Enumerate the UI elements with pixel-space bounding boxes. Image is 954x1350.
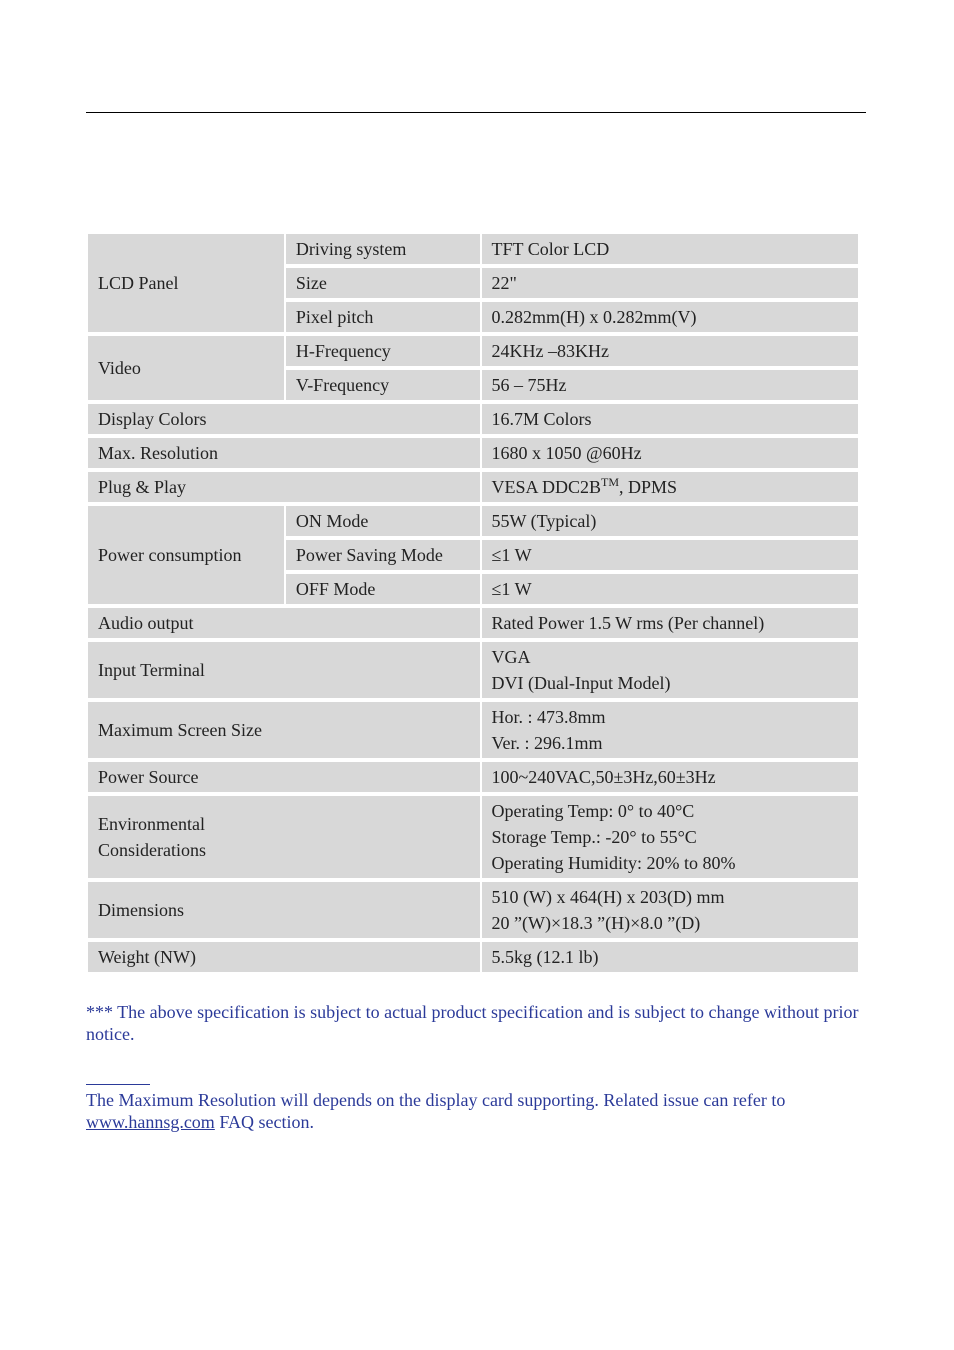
dimensions-value-line: 20 ”(W)×18.3 ”(H)×8.0 ”(D) xyxy=(491,913,701,933)
size-value: 22" xyxy=(482,268,858,298)
off-mode-value: ≤1 W xyxy=(482,574,858,604)
environmental-value xyxy=(482,796,858,878)
table-row xyxy=(88,642,858,698)
driving-system-label: Driving system xyxy=(286,234,480,264)
table-row xyxy=(88,438,858,468)
on-mode-value: 55W (Typical) xyxy=(482,506,858,536)
input-terminal-label: Input Terminal xyxy=(88,642,480,698)
table-row xyxy=(88,702,858,758)
hannsg-link[interactable]: www.hannsg.com xyxy=(86,1112,215,1132)
environmental-label xyxy=(88,796,480,878)
size-label: Size xyxy=(286,268,480,298)
environmental-label-line: Environmental xyxy=(98,814,205,834)
dimensions-value xyxy=(482,882,858,938)
table-row xyxy=(88,762,858,792)
plug-play-value xyxy=(482,472,858,502)
power-source-value: 100~240VAC,50±3Hz,60±3Hz xyxy=(482,762,858,792)
plug-play-label: Plug & Play xyxy=(88,472,480,502)
on-mode-label: ON Mode xyxy=(286,506,480,536)
driving-system-value: TFT Color LCD xyxy=(482,234,858,264)
plug-play-value-tail: , DPMS xyxy=(619,477,678,497)
lcd-panel-label: LCD Panel xyxy=(88,234,284,332)
audio-output-label: Audio output xyxy=(88,608,480,638)
power-saving-mode-label: Power Saving Mode xyxy=(286,540,480,570)
resolution-note-text: The Maximum Resolution will depends on the display card supporting. Related issue can refer to xyxy=(86,1090,786,1110)
table-row xyxy=(88,506,858,536)
table-row xyxy=(88,234,858,264)
table-row xyxy=(88,882,858,938)
table-row xyxy=(88,472,858,502)
disclaimer-note: *** The above specification is subject to actual product specification and is subject to change without prior notice. xyxy=(86,1002,859,1044)
max-resolution-value: 1680 x 1050 @60Hz xyxy=(482,438,858,468)
environmental-label-line: Considerations xyxy=(98,840,206,860)
pixel-pitch-value: 0.282mm(H) x 0.282mm(V) xyxy=(482,302,858,332)
max-resolution-label: Max. Resolution xyxy=(88,438,480,468)
input-terminal-value-line: DVI (Dual-Input Model) xyxy=(491,673,671,693)
table-row xyxy=(88,608,858,638)
resolution-note-tail: FAQ section. xyxy=(214,1112,314,1132)
audio-output-value: Rated Power 1.5 W rms (Per channel) xyxy=(482,608,858,638)
max-screen-size-value-line: Hor. : 473.8mm xyxy=(491,707,606,727)
max-screen-size-label: Maximum Screen Size xyxy=(88,702,480,758)
power-source-label: Power Source xyxy=(88,762,480,792)
resolution-note xyxy=(86,1089,866,1133)
header-rule xyxy=(86,112,866,113)
trademark-mark: TM xyxy=(601,475,620,489)
h-frequency-label: H-Frequency xyxy=(286,336,480,366)
plug-play-value-main: VESA DDC2B xyxy=(491,477,602,497)
v-frequency-value: 56 – 75Hz xyxy=(482,370,858,400)
h-frequency-value: 24KHz –83KHz xyxy=(482,336,858,366)
dimensions-label: Dimensions xyxy=(88,882,480,938)
power-consumption-label: Power consumption xyxy=(88,506,284,604)
v-frequency-label: V-Frequency xyxy=(286,370,480,400)
environmental-value-line: Operating Temp: 0° to 40°C xyxy=(491,801,695,821)
table-row xyxy=(88,796,858,878)
footnote-rule xyxy=(86,1084,150,1085)
spec-table xyxy=(86,230,860,976)
input-terminal-value-line: VGA xyxy=(491,647,531,667)
weight-value: 5.5kg (12.1 lb) xyxy=(482,942,858,972)
video-label: Video xyxy=(88,336,284,400)
max-screen-size-value xyxy=(482,702,858,758)
input-terminal-value xyxy=(482,642,858,698)
table-row xyxy=(88,404,858,434)
pixel-pitch-label: Pixel pitch xyxy=(286,302,480,332)
max-screen-size-value-line: Ver. : 296.1mm xyxy=(491,733,603,753)
display-colors-value: 16.7M Colors xyxy=(482,404,858,434)
environmental-value-line: Storage Temp.: -20° to 55°C xyxy=(491,827,697,847)
environmental-value-line: Operating Humidity: 20% to 80% xyxy=(491,853,736,873)
display-colors-label: Display Colors xyxy=(88,404,480,434)
power-saving-mode-value: ≤1 W xyxy=(482,540,858,570)
table-row xyxy=(88,336,858,366)
table-row xyxy=(88,942,858,972)
dimensions-value-line: 510 (W) x 464(H) x 203(D) mm xyxy=(491,887,725,907)
weight-label: Weight (NW) xyxy=(88,942,480,972)
off-mode-label: OFF Mode xyxy=(286,574,480,604)
